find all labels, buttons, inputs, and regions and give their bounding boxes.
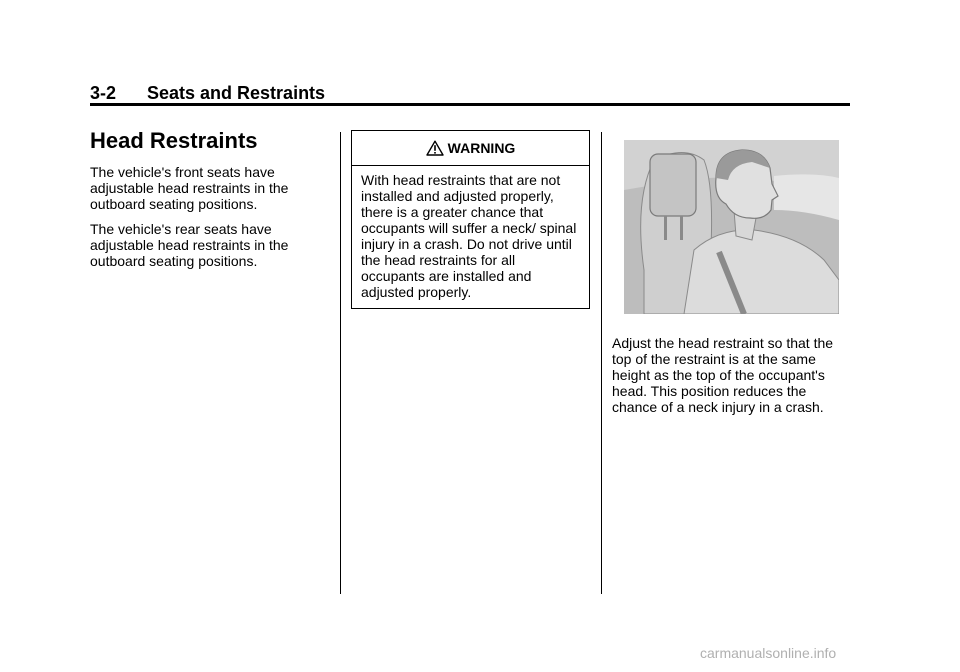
- section-title: Head Restraints: [90, 128, 258, 153]
- watermark: carmanualsonline.info: [700, 645, 837, 661]
- column-divider: [340, 132, 341, 594]
- warning-label: WARNING: [447, 140, 516, 156]
- paragraph-front-seats: The vehicle's front seats have adjustable head restraints in the outboard seating positions.: [90, 164, 289, 212]
- page-number: 3-2: [90, 83, 117, 103]
- page-header: [90, 83, 850, 103]
- head-restraint-illustration: [624, 140, 839, 314]
- column-middle: [351, 130, 590, 309]
- warning-text: With head restraints that are not installed and adjusted properly, there is a greater chance that occupants will suffer a neck/ spinal injury in a crash. Do not drive until the head restraints for all occupants are installed and adjusted properly.: [361, 172, 577, 300]
- paragraph-rear-seats: The vehicle's rear seats have adjustable head restraints in the outboard seating positions.: [90, 221, 289, 269]
- header-rule: [90, 103, 850, 106]
- column-left: [90, 128, 320, 278]
- warning-box: [351, 130, 590, 309]
- chapter-title: Seats and Restraints: [147, 83, 326, 103]
- warning-header: [352, 131, 589, 166]
- warning-triangle-icon: [426, 140, 444, 156]
- column-right: [612, 140, 852, 424]
- column-divider: [601, 132, 602, 594]
- figure-caption: Adjust the head restraint so that the top of the restraint is at the same height as the top of the occupant's head. This position reduces the chance of a neck injury in a crash.: [612, 335, 834, 415]
